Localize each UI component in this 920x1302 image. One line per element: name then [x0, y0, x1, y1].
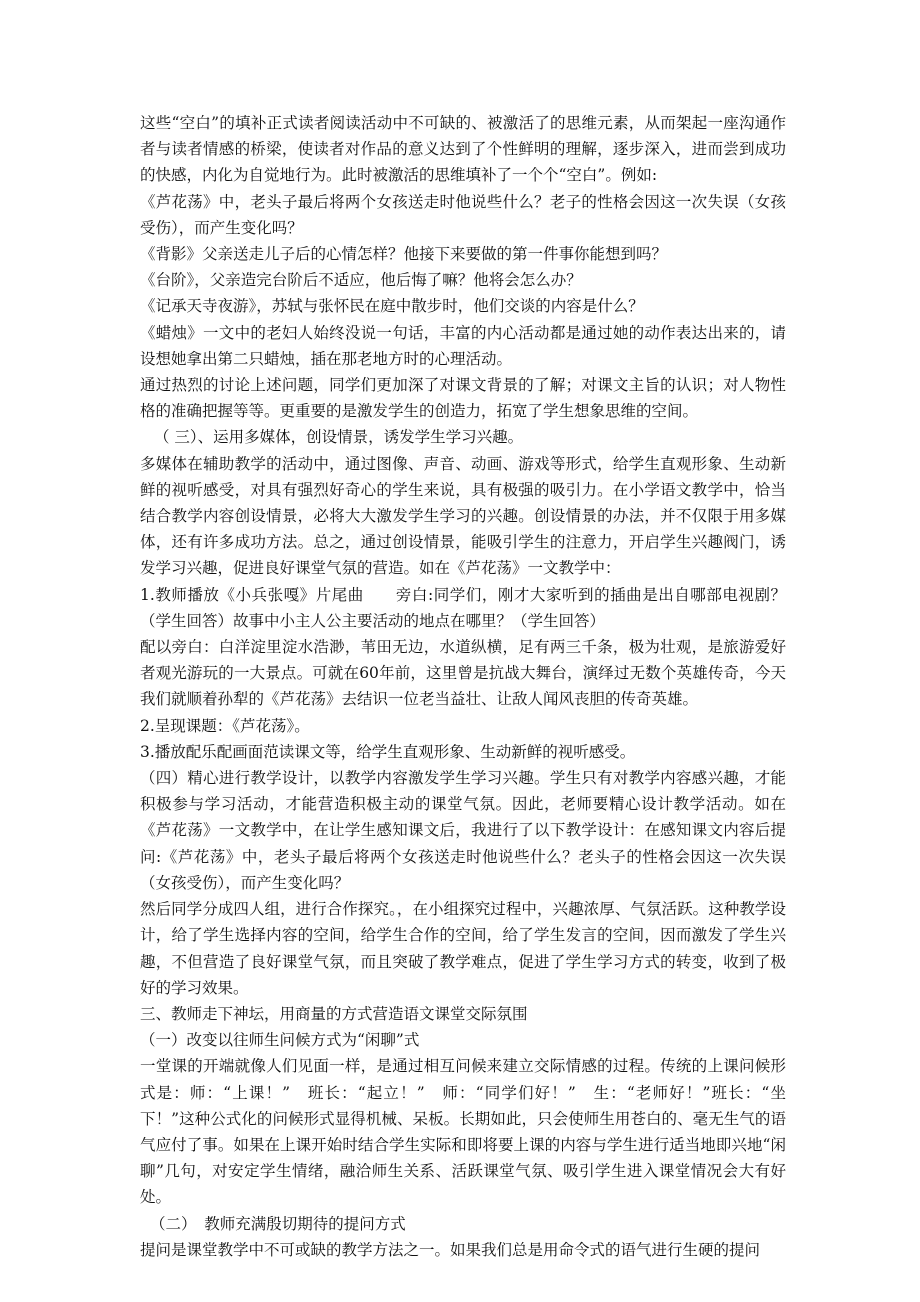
paragraph-12: 2.呈现课题：《芦花荡》。 — [140, 716, 310, 735]
paragraph-10: 1.教师播放《小兵张嘎》片尾曲 旁白:同学们，刚才大家听到的插曲是出自哪部电视剧？（学生回答）故事中小主人公主要活动的地点在哪里？（学生回答） — [140, 585, 786, 630]
paragraph-2: 《芦花荡》中，老头子最后将两个女孩送走时他说些什么？老子的性格会因这一次失误（女孩受伤），而产生变化吗？ — [140, 192, 786, 237]
paragraph-18: 一堂课的开端就像人们见面一样，是通过相互问候来建立交际情感的过程。传统的上课问候形式是：师：“上课！” 班长：“起立！” 师：“同学们好！” 生：“老师好！”班长：“坐下！”这种公式化的问候形式显得机械、呆板。长期如此，只会使师生用苍白的、毫无生气的语气应付了事。如果在上课开始时结合学生实际和即将要上课的内容与学生进行适当地即兴地“闲聊”几句，对安定学生情绪，融洽师生关系、活跃课堂气氛、吸引学生进入课堂情况会大有好处。 — [140, 1057, 786, 1207]
paragraph-15: 然后同学分成四人组，进行合作探究。，在小组探究过程中，兴趣浓厚、气氛活跃。这种教学设计，给了学生选择内容的空间，给学生合作的空间，给了学生发言的空间，因而激发了学生兴趣，不但营造了良好课堂气氛，而且突破了教学难点，促进了学生学习方式的转变，收到了极好的学习效果。 — [140, 900, 786, 997]
paragraph-11: 配以旁白：白洋淀里淀水浩渺，苇田无边，水道纵横，足有两三千条，极为壮观，是旅游爱好者观光游玩的一大景点。可就在60年前，这里曾是抗战大舞台，演绎过无数个英雄传奇，今天我们就顺着孙犁的《芦花荡》去结识一位老当益壮、让敌人闻风丧胆的传奇英雄。 — [140, 638, 786, 709]
paragraph-5: 《记承天寺夜游》，苏轼与张怀民在庭中散步时，他们交谈的内容是什么？ — [140, 297, 644, 316]
paragraph-4: 《台阶》，父亲造完台阶后不适应，他后悔了嘛？他将会怎么办？ — [140, 271, 582, 290]
paragraph-13: 3.播放配乐配画面范读课文等，给学生直观形象、生动新鲜的视听感受。 — [140, 742, 636, 761]
subsection-heading-1: （一）改变以往师生问候方式为“闲聊”式 — [140, 1031, 420, 1050]
paragraph-7: 通过热烈的讨论上述问题，同学们更加深了对课文背景的了解；对课文主旨的认识；对人物性格的准确把握等等。更重要的是激发学生的创造力，拓宽了学生想象思维的空间。 — [140, 376, 786, 421]
paragraph-6: 《蜡烛》一文中的老妇人始终没说一句话，丰富的内心活动都是通过她的动作表达出来的，请设想她拿出第二只蜡烛，插在那老地方时的心理活动。 — [140, 323, 786, 368]
paragraph-1: 这些“空白”的填补正式读者阅读活动中不可缺的、被激活了的思维元素，从而架起一座沟通作者与读者情感的桥梁，使读者对作品的意义达到了个性鲜明的理解，逐步深入，进而尝到成功的快感，内化为自觉地行为。此时被激活的思维填补了一个个“空白”。例如: — [140, 114, 786, 185]
paragraph-20: 提问是课堂教学中不可或缺的教学方法之一。如果我们总是用命令式的语气进行生硬的提问 — [140, 1240, 761, 1259]
paragraph-9: 多媒体在辅助教学的活动中，通过图像、声音、动画、游戏等形式，给学生直观形象、生动新鲜的视听感受，对具有强烈好奇心的学生来说，具有极强的吸引力。在小学语文教学中，恰当结合教学内容创设情景，必将大大激发学生学习的兴趣。创设情景的办法，并不仅限于用多媒体，还有许多成功方法。总之，通过创设情景，能吸引学生的注意力，开启学生兴趣阀门，诱发学习兴趣，促进良好课堂气氛的营造。如在《芦花荡》一文教学中： — [140, 454, 786, 578]
section-heading-3: （ 三）、运用多媒体，创设情景，诱发学生学习兴趣。 — [154, 428, 524, 447]
paragraph-3: 《背影》父亲送走儿子后的心情怎样？他接下来要做的第一件事你能想到吗？ — [140, 245, 668, 264]
section-heading-three: 三、教师走下神坛，用商量的方式营造语文课堂交际氛围 — [140, 1004, 528, 1023]
paragraph-14: （四）精心进行教学设计，以教学内容激发学生学习兴趣。学生只有对教学内容感兴趣，才能积极参与学习活动，才能营造积极主动的课堂气氛。因此，老师要精心设计教学活动。如在《芦花荡》一文教学中，在让学生感知课文后，我进行了以下教学设计：在感知课文内容后提问:《芦花荡》中，老头子最后将两个女孩送走时他说些什么？老头子的性格会因这一次失误（女孩受伤），而产生变化吗？ — [140, 769, 786, 892]
subsection-heading-2: （二） 教师充满殷切期待的提问方式 — [150, 1214, 406, 1233]
